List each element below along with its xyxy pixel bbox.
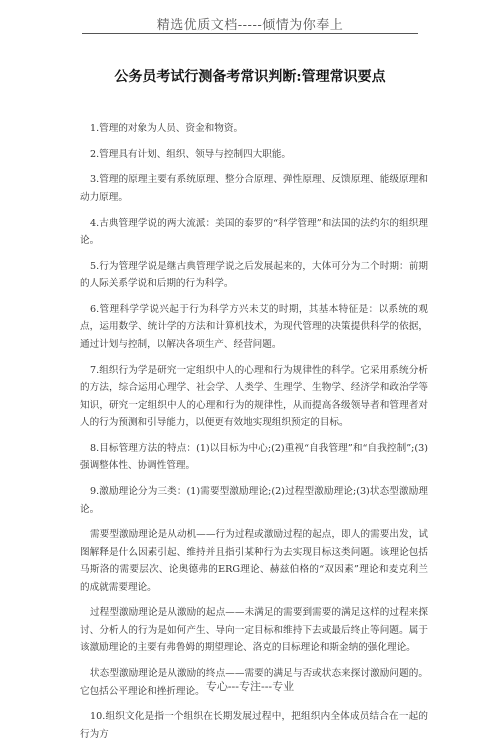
header-rule <box>82 33 418 34</box>
paragraph-10: 10.组织文化是指一个组织在长期发展过程中，把组织内全体成员结合在一起的行为方 <box>80 711 428 740</box>
document-body <box>80 120 428 751</box>
paragraph-7: 7.组织行为学是研究一定组织中人的心理和行为规律性的科学。它采用系统分析的方法，综合运用心理学、社会学、人类学、生理学、生物学、经济学和政治学等知识，研究一定组织中人的心理和行为的规律性，从而提高各级领导者和管理者对人的行为预测和引导能力，以便更有效地实现组织预定的目标。 <box>80 364 428 429</box>
paragraph-2: 2.管理具有计划、组织、领导与控制四大职能。 <box>90 148 292 160</box>
header-text: 精选优质文档-----倾情为你奉上 <box>156 18 344 33</box>
paragraph-process-theory: 过程型激励理论是从激励的起点——未满足的需要到需要的满足这样的过程来探讨、分析人的行为是如何产生、导向一定目标和维持下去或最后终止等问题。属于该激励理论的主要有弗鲁姆的期望理论、洛克的目标理论和斯金纳的强化理论。 <box>80 607 428 654</box>
paragraph-state-theory: 状态型激励理论是从激励的终点——需要的满足与否或状态来探讨激励问题的。它包括公平理论和挫折理论。 <box>80 668 428 697</box>
paragraph-5: 5.行为管理学说是继古典管理学说之后发展起来的，大体可分为二个时期：前期的人际关系学说和后期的行为科学。 <box>80 260 428 290</box>
page-footer: 专心---专注---专业 <box>205 680 295 693</box>
paragraph-6: 6.管理科学学说兴起于行为科学方兴未艾的时期，其基本特征是：以系统的观点，运用数学、统计学的方法和计算机技术，为现代管理的决策提供科学的依据，通过计划与控制，以解决各项生产、经营问题。 <box>80 303 428 350</box>
page-header <box>0 0 500 34</box>
paragraph-need-theory: 需要型激励理论是从动机——行为过程或激励过程的起点，即人的需要出发，试图解释是什么因素引起、维持并且指引某种行为去实现目标这类问题。该理论包括马斯洛的需要层次、论奥德弗的ERG理论、赫兹伯格的“双因素”理论和麦克利兰的成就需要理论。 <box>80 529 428 593</box>
document-title: 公务员考试行测备考常识判断:管理常识要点 <box>114 69 386 85</box>
paragraph-9: 9.激励理论分为三类：(1)需要型激励理论;(2)过程型激励理论;(3)状态型激励理论。 <box>80 486 428 515</box>
paragraph-4: 4.古典管理学说的两大流派：美国的泰罗的“科学管理”和法国的法约尔的组织理论。 <box>80 217 428 247</box>
paragraph-3: 3.管理的原理主要有系统原理、整分合原理、弹性原理、反馈原理、能级原理和动力原理。 <box>80 174 428 203</box>
paragraph-1: 1.管理的对象为人员、资金和物资。 <box>90 123 244 134</box>
paragraph-8: 8.目标管理方法的特点：(1)以目标为中心;(2)重视“自我管理”和“自我控制”;(3)强调整体性、协调性管理。 <box>80 442 428 472</box>
